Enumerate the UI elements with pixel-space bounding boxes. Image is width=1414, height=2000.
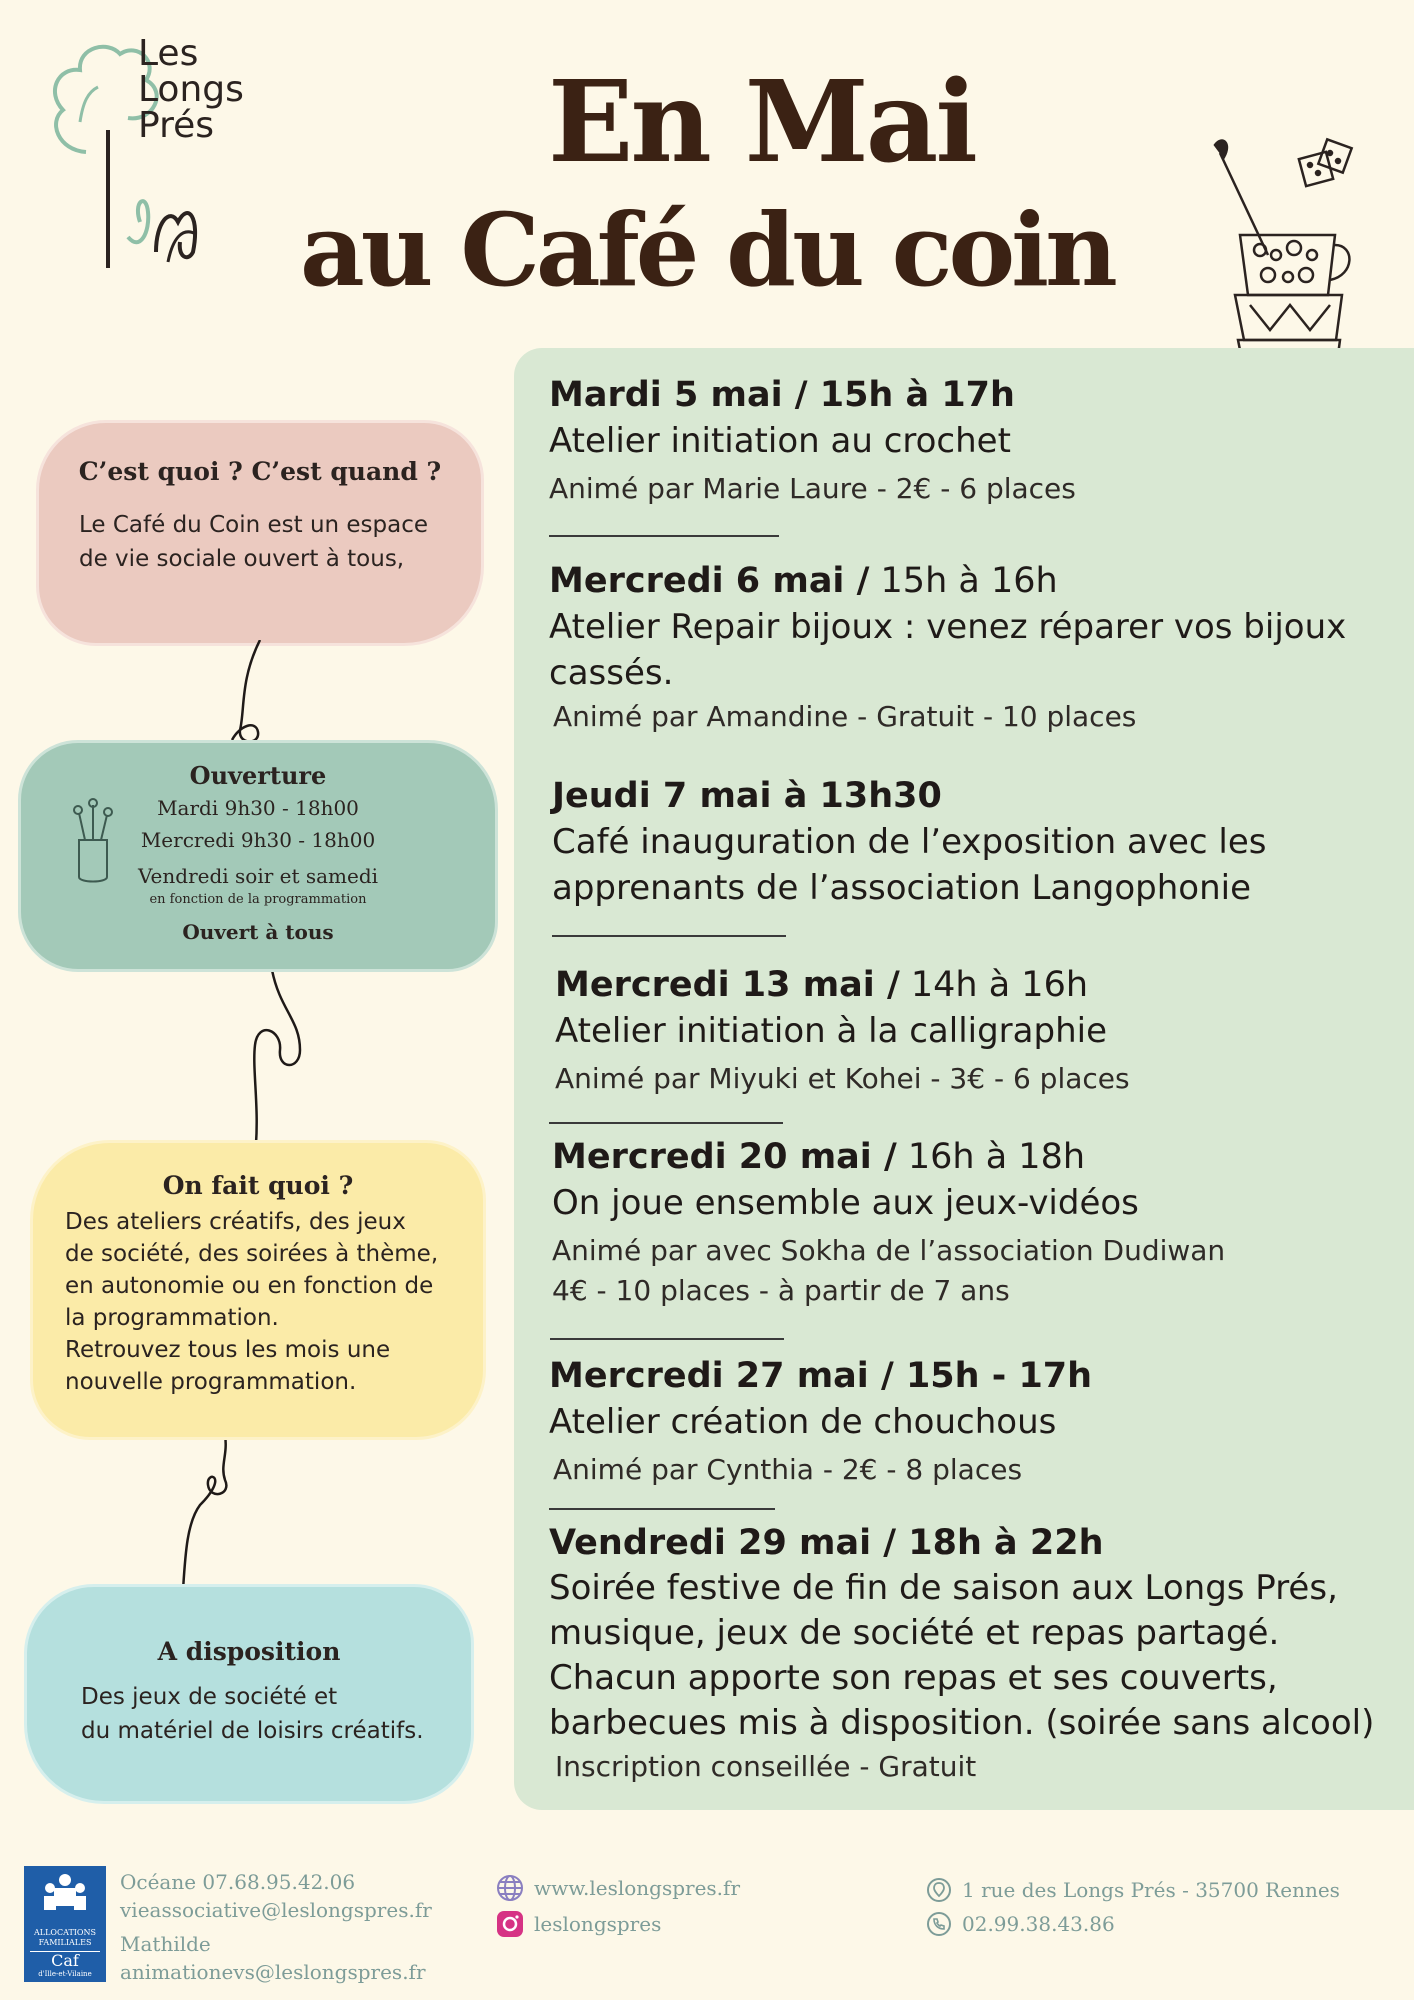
opening-footer: Ouvert à tous bbox=[182, 920, 334, 944]
what-when-title: C’est quoi ? C’est quand ? bbox=[78, 457, 442, 486]
phone-row[interactable] bbox=[926, 1910, 1115, 1938]
event-separator bbox=[549, 535, 779, 537]
event-separator bbox=[552, 935, 786, 937]
opening-line3: Vendredi soir et samedi bbox=[137, 864, 379, 888]
page-title-line2: au Café du coin bbox=[300, 191, 1114, 309]
connector-line-2 bbox=[170, 1435, 250, 1605]
event-date: Jeudi 7 mai à 13h30 bbox=[552, 776, 942, 816]
website-link[interactable]: www.leslongspres.fr bbox=[534, 1876, 741, 1900]
activities-line: la programmation. bbox=[65, 1305, 279, 1331]
event-date: Mercredi 20 mai / bbox=[552, 1137, 897, 1177]
page-title-line1: En Mai bbox=[548, 57, 975, 188]
event-details: Animé par Marie Laure - 2€ - 6 places bbox=[549, 472, 1076, 505]
activities-line: Retrouvez tous les mois une bbox=[65, 1337, 391, 1363]
logo-line2: Longs bbox=[138, 69, 244, 110]
event-time: 14h à 16h bbox=[899, 965, 1089, 1005]
event-6 bbox=[549, 1353, 1389, 1491]
event-title: Atelier Repair bijoux : venez réparer vos bijoux cassés. bbox=[549, 607, 1347, 693]
caf-line2: FAMILIALES bbox=[38, 1938, 92, 1947]
available-text bbox=[81, 1680, 471, 1748]
opening-line1: Mardi 9h30 - 18h00 bbox=[157, 796, 359, 820]
event-7 bbox=[549, 1520, 1389, 1788]
event-separator bbox=[549, 1122, 783, 1124]
event-details: Animé par Miyuki et Kohei - 3€ - 6 places bbox=[555, 1062, 1130, 1095]
opening-bubble bbox=[18, 740, 498, 972]
address: 1 rue des Longs Prés - 35700 Rennes bbox=[962, 1878, 1340, 1902]
instagram-icon bbox=[496, 1910, 524, 1938]
event-title: Café inauguration de l’exposition avec les apprenants de l’association Langophonie bbox=[552, 822, 1267, 908]
event-details: Animé par Amandine - Gratuit - 10 places bbox=[553, 700, 1137, 733]
activities-bubble bbox=[30, 1140, 486, 1440]
available-bubble bbox=[24, 1584, 474, 1804]
opening-title: Ouverture bbox=[189, 761, 327, 790]
event-date: Vendredi 29 mai / 18h à 22h bbox=[549, 1523, 1104, 1563]
what-when-text bbox=[79, 508, 481, 576]
activities-line: de société, des soirées à thème, bbox=[65, 1241, 439, 1267]
activities-line: en autonomie ou en fonction de bbox=[65, 1273, 434, 1299]
phone-icon bbox=[926, 1911, 952, 1937]
contact-mathilde: Mathilde bbox=[120, 1932, 211, 1956]
available-title: A disposition bbox=[157, 1637, 341, 1666]
event-details: Inscription conseillée - Gratuit bbox=[555, 1750, 977, 1783]
event-title: On joue ensemble aux jeux-vidéos bbox=[552, 1183, 1139, 1223]
event-separator bbox=[550, 1338, 784, 1340]
caf-name: Caf bbox=[30, 1951, 100, 1970]
what-when-bubble bbox=[36, 420, 484, 646]
available-line2: du matériel de loisirs créatifs. bbox=[81, 1718, 424, 1744]
available-line1: Des jeux de société et bbox=[81, 1684, 338, 1710]
activities-line: nouvelle programmation. bbox=[65, 1369, 357, 1395]
activities-title: On fait quoi ? bbox=[162, 1171, 354, 1200]
event-title: Atelier initiation au crochet bbox=[549, 421, 1011, 461]
what-when-line2: de vie sociale ouvert à tous, bbox=[79, 546, 405, 572]
event-5 bbox=[552, 1134, 1392, 1310]
logo-line3: Prés bbox=[138, 105, 214, 146]
contacts bbox=[120, 1868, 432, 1986]
logo-line1: Les bbox=[138, 33, 199, 74]
caf-line1: ALLOCATIONS bbox=[34, 1928, 96, 1937]
event-date: Mercredi 13 mai / bbox=[555, 965, 900, 1005]
website-row[interactable] bbox=[496, 1874, 740, 1902]
opening-line2: Mercredi 9h30 - 18h00 bbox=[140, 828, 376, 852]
what-when-line1: Le Café du Coin est un espace bbox=[79, 512, 429, 538]
instagram-handle[interactable]: leslongspres bbox=[534, 1912, 662, 1936]
phone-number[interactable]: 02.99.38.43.86 bbox=[962, 1912, 1115, 1936]
event-time: 16h à 18h bbox=[896, 1137, 1086, 1177]
email-animationevs[interactable]: animationevs@leslongspres.fr bbox=[120, 1960, 426, 1984]
logo-text bbox=[138, 33, 244, 146]
event-details-2: 4€ - 10 places - à partir de 7 ans bbox=[552, 1274, 1010, 1307]
event-title: Atelier initiation à la calligraphie bbox=[555, 1011, 1107, 1051]
event-title: Soirée festive de fin de saison aux Longs Prés, musique, jeux de société et repas partagé. Chacun apporte son repas et ses couverts, barbecues mis à disposition. (soirée sans alcool) bbox=[549, 1568, 1375, 1743]
location-pin-icon bbox=[926, 1877, 952, 1903]
caf-emblem-icon bbox=[24, 1866, 106, 1924]
event-date: Mardi 5 mai / 15h à 17h bbox=[549, 375, 1015, 415]
activities-line: Des ateliers créatifs, des jeux bbox=[65, 1209, 406, 1235]
globe-icon bbox=[496, 1874, 524, 1902]
event-date: Mercredi 6 mai / bbox=[549, 561, 870, 601]
event-title: Atelier création de chouchous bbox=[549, 1402, 1057, 1442]
address-row bbox=[926, 1876, 1340, 1904]
event-date: Mercredi 27 mai / 15h - 17h bbox=[549, 1356, 1093, 1396]
event-time: 15h à 16h bbox=[869, 561, 1058, 601]
event-4 bbox=[555, 962, 1395, 1100]
flower-vase-icon bbox=[71, 795, 115, 885]
event-1 bbox=[549, 372, 1389, 510]
event-separator bbox=[549, 1508, 775, 1510]
instagram-row[interactable] bbox=[496, 1910, 661, 1938]
event-details: Animé par avec Sokha de l’association Dudiwan bbox=[552, 1234, 1226, 1267]
event-details: Animé par Cynthia - 2€ - 8 places bbox=[553, 1453, 1023, 1486]
caf-region: d'Ille-et-Vilaine bbox=[38, 1970, 92, 1978]
activities-text bbox=[65, 1206, 483, 1398]
email-vieassociative[interactable]: vieassociative@leslongspres.fr bbox=[120, 1898, 432, 1922]
opening-note: en fonction de la programmation bbox=[149, 892, 367, 907]
event-2 bbox=[549, 558, 1389, 738]
event-3 bbox=[552, 773, 1392, 911]
contact-oceane: Océane 07.68.95.42.06 bbox=[120, 1870, 356, 1894]
caf-logo bbox=[24, 1866, 106, 1982]
